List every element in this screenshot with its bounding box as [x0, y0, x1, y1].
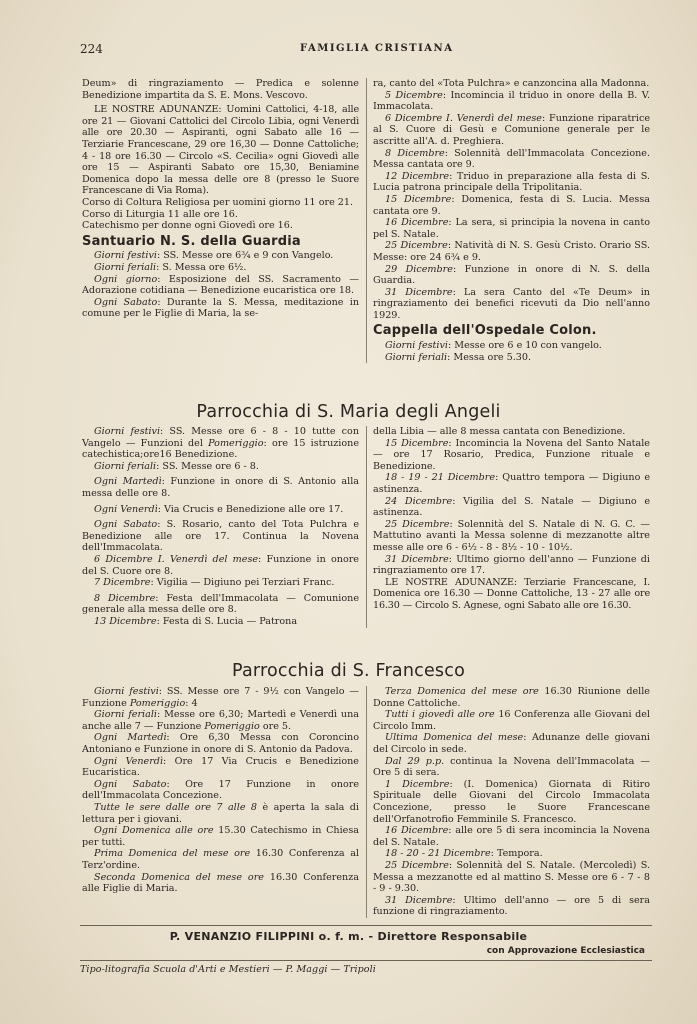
footer-rule — [80, 960, 652, 961]
entry-label: Giorni festivi — [94, 686, 159, 697]
entry — [82, 709, 359, 732]
entry-label: Giorni festivi — [94, 426, 161, 437]
entry-text: : ore 15 istruzione catechistica;ore16 Benedizione. — [82, 437, 359, 461]
entry-text: : SS. Messe ore 6 - 8. — [156, 460, 259, 472]
entry-text: : SS. Messe ore 6 - 8 - 10 tutte con Vangelo — Funzioni del — [82, 426, 359, 449]
entry-label: 31 Dicembre — [385, 553, 449, 565]
entry-label: 8 Dicembre — [385, 147, 445, 159]
entry-text: : Incomincia il triduo in onore della B. V. Immacolata. — [373, 89, 650, 113]
entry-text: : Triduo in preparazione alla festa di S. Lucia patrona principale della Tripolitania. — [373, 170, 650, 194]
entry-text: : Funzione in onore di S. Antonio alla messa delle ore 8. — [82, 476, 359, 499]
entry-text: : Esposizione del SS. Sacramento — Adorazione cotidiana — Benedizione eucaristica ore 18. — [82, 273, 359, 297]
entry — [373, 340, 650, 352]
entry-label: 5 Dicembre — [385, 89, 443, 101]
entry-label: 8 Dicembre — [94, 592, 156, 604]
entry-label: Ogni Venerdì — [94, 755, 163, 767]
entry-label: Giorni feriali — [94, 460, 157, 472]
angeli-section — [82, 426, 650, 628]
entry-text: : alle ore 5 di sera incomincia la Novena del S. Natale. — [373, 825, 651, 848]
entry — [373, 217, 650, 240]
entry-text: 16.30 Riunione delle Donne Cattoliche. — [373, 686, 650, 709]
entry-text: continua la Novena dell'Immacolata — Ore 5 di sera. — [373, 755, 650, 779]
entry-label: Giorni feriali — [94, 261, 157, 273]
entry — [373, 90, 650, 113]
entry-text: : Funzione in onore del S. Cuore ore 8. — [82, 553, 359, 577]
entry-label: Tutte le sere dalle ore 7 alle 8 — [94, 801, 258, 813]
entry — [373, 113, 650, 148]
entry-label: Ogni Sabato — [94, 296, 158, 308]
entry-text: : Solennità del S. Natale. (Mercoledì) S. Messa a mezzanotte ed al mattino S. Messe ore 6 - 7 - 8 - 9 - 9.30. — [373, 859, 650, 895]
director-line: P. VENANZIO FILIPPINI o. f. m. - Direttore Responsabile — [169, 930, 528, 943]
entry — [373, 848, 650, 860]
entry — [373, 779, 650, 825]
entry-text: : Tempora. — [490, 848, 543, 860]
entry — [82, 554, 359, 577]
entry-label: 18 - 19 - 21 Dicembre — [385, 472, 496, 484]
entry — [373, 78, 650, 90]
entry — [373, 264, 650, 287]
entry-label: Giorni feriali — [385, 351, 448, 363]
entry-text: : SS. Messe ore 7 - 9½ con Vangelo — Funzione — [82, 686, 359, 709]
entry-text: : SS. Messe ore 6¾ e 9 con Vangelo. — [156, 250, 334, 262]
entry-label: 25 Dicembre — [385, 518, 450, 530]
entry-text: : Durante la S. Messa, meditazione in comune per le Figlie di Maria, la se- — [82, 296, 359, 320]
entry-label: Terza Domenica del mese ore — [385, 686, 539, 697]
entry — [82, 593, 359, 616]
entry-text: LE NOSTRE ADUNANZE: Terziarie Francescane, I. Domenica ore 16.30 — Donne Cattoliche, 13 - 27 alle ore 16.30 — Circolo S. Agnese, ogni Sabato alle ore 16.30. — [373, 576, 650, 611]
entry — [82, 779, 359, 802]
entry — [373, 554, 650, 577]
parish-title-francesco: Parrocchia di S. Francesco — [232, 661, 465, 681]
entry-text: : Vigilia — Digiuno pei Terziari Franc. — [150, 577, 335, 589]
entry-text: : Ore 17 Via Crucis e Benedizione Eucaristica. — [82, 755, 359, 779]
entry-label: Pomeriggio — [208, 437, 264, 449]
entry-text: ra, canto del «Tota Pulchra» e canzoncina alla Madonna. — [373, 78, 650, 89]
entry-label: Ogni Venerdì — [94, 503, 158, 515]
entry-label: Ogni Sabato — [94, 519, 158, 531]
paragraph: Deum» di ringraziamento — Predica e solenne Benedizione impartita da S. E. Mons. Vescovo. — [82, 78, 359, 101]
entry — [373, 438, 650, 473]
entry — [82, 872, 359, 895]
entry-label: 25 Dicembre — [385, 240, 448, 252]
entry-text: : Incomincia la Novena del Santo Natale — ore 17 Rosario, Predica, Funzione rituale e Benedizione. — [373, 437, 650, 472]
entry — [82, 616, 359, 628]
francesco-right-column — [373, 686, 650, 918]
entry-label: 1 Dicembre — [385, 778, 450, 790]
entry — [373, 895, 650, 918]
section-title-guardia: Santuario N. S. della Guardia — [82, 233, 301, 249]
entry-label: Tutti i giovedì alle ore — [385, 709, 495, 721]
entry-text: è aperta la sala di lettura per i giovani. — [82, 801, 359, 825]
entry-text: : Funzione in onore di N. S. della Guardia. — [373, 263, 650, 287]
entry-label: 6 Dicembre I. Venerdì del mese — [385, 112, 542, 124]
francesco-left-column — [82, 686, 359, 918]
entry — [82, 802, 359, 825]
entry — [373, 519, 650, 554]
entry — [82, 848, 359, 871]
entry-label: Pomeriggio — [129, 697, 186, 709]
entry-text: ore 5. — [259, 720, 292, 732]
entry-label: Giorni festivi — [385, 340, 448, 352]
entry-text: : Ultimo dell'anno — ore 5 di sera funzione di ringraziamento. — [373, 894, 650, 918]
entry — [373, 171, 650, 194]
entry-text: : Messe ore 6 e 10 con vangelo. — [447, 340, 602, 352]
entry-text: : Funzione riparatrice al S. Cuore di Gesù e Comunione generale per le ascritte all'A. d. Preghiera. — [373, 112, 650, 147]
entry-text: : Natività di N. S. Gesù Cristo. Orario SS. Messe: ore 24 6¾ e 9. — [373, 240, 650, 263]
entry-label: 15 Dicembre — [385, 437, 449, 449]
angeli-left-column — [82, 426, 359, 628]
entry-text: : Festa di S. Lucia — Patrona — [156, 615, 298, 627]
entry — [82, 519, 359, 554]
entry-label: 13 Dicembre — [94, 615, 157, 627]
entry-label: 31 Dicembre — [385, 894, 453, 906]
entry-label: Giorni festivi — [94, 250, 157, 262]
paragraph: Corso di Liturgia 11 alle ore 16. — [82, 208, 238, 220]
entry — [82, 756, 359, 779]
entry-label: 12 Dicembre — [385, 170, 450, 182]
entry — [82, 274, 359, 297]
column-divider — [366, 686, 367, 918]
entry-label: 7 Dicembre — [94, 577, 151, 589]
entry-label: Ogni giorno — [94, 273, 158, 285]
entry-label: Ogni Martedì — [94, 476, 162, 488]
entry-label: Prima Domenica del mese ore — [94, 848, 251, 860]
entry — [82, 476, 359, 499]
entry — [373, 352, 650, 364]
entry-label: 29 Dicembre — [385, 263, 453, 275]
parish-title-angeli: Parrocchia di S. Maria degli Angeli — [196, 402, 501, 422]
entry-text: : 4 — [185, 697, 198, 709]
column-divider — [366, 78, 367, 363]
entry-text: : Ultimo giorno dell'anno — Funzione di ringraziamento ore 17. — [373, 553, 650, 577]
approval-line: con Approvazione Ecclesiastica — [486, 946, 645, 956]
entry-text: : Via Crucis e Benedizione alle ore 17. — [157, 503, 344, 515]
entry-label: Ogni Sabato — [94, 778, 167, 790]
entry — [82, 262, 359, 274]
entry-text: : Quattro tempora — Digiuno e astinenza. — [373, 472, 650, 495]
entry-label: Pomeriggio — [204, 720, 260, 732]
entry-label: Giorni feriali — [94, 709, 157, 721]
entry-label: 31 Dicembre — [385, 286, 453, 298]
section-title-ospedale: Cappella dell'Ospedale Colon. — [373, 323, 597, 339]
entry-text: : La sera Canto del «Te Deum» in ringraziamento dei benefici ricevuti da Dio nell'anno 1929. — [373, 286, 650, 321]
entry-label: Dal 29 p.p. — [385, 755, 445, 767]
entry-label: 16 Dicembre — [385, 217, 449, 229]
entry-text: : Ore 6,30 Messa con Coroncino Antoniano e Funzione in onore di S. Antonio da Padova. — [82, 732, 359, 755]
top-left-column — [82, 78, 359, 363]
entry-label: 24 Dicembre — [385, 495, 453, 507]
angeli-right-column — [373, 426, 650, 628]
entry-text: : Adunanze delle giovani del Circolo in sede. — [373, 732, 650, 755]
entry — [82, 250, 359, 262]
entry — [373, 287, 650, 322]
entry-label: 16 Dicembre — [385, 825, 449, 837]
entry-text: : Festa dell'Immacolata — Comunione generale alla messa delle ore 8. — [82, 592, 359, 616]
entry-text: : Vigilia del S. Natale — Digiuno e astinenza. — [373, 495, 651, 519]
francesco-section — [82, 686, 650, 918]
printer-line: Tipo-litografia Scuola d'Arti e Mestieri — P. Maggi — Tripoli — [80, 964, 376, 975]
paragraph: Corso di Coltura Religiosa per uomini giorno 11 ore 21. — [82, 196, 354, 208]
paragraph: Catechismo per donne ogni Giovedì ore 16. — [82, 220, 293, 232]
entry — [373, 686, 650, 709]
entry-label: 25 Dicembre — [385, 859, 449, 871]
entry — [82, 732, 359, 755]
entry — [373, 577, 650, 612]
entry-text: : Ore 17 Funzione in onore dell'Immacolata Concezione. — [82, 778, 359, 802]
entry — [373, 496, 650, 519]
entry — [373, 426, 650, 438]
paragraph: LE NOSTRE ADUNANZE: Uomini Cattolici, 4-18, alle ore 21 — Giovani Cattolici del Circolo Libia, ogni Venerdì alle ore 20.30 — Aspiranti, ogni Sabato alle 16 — Terziarie Francescane, 29 ore 16,30 — Donne Cattoliche; 4 - 18 ore 16.30 — Circolo «S. Cecilia» ogni Giovedì alle ore 15 — Aspiranti Sabato ore 15,30, Beniamine Domenica dopo la messa delle ore 8 (presso le Suore Francescane di Via Roma). — [82, 104, 359, 197]
entry-text: 16.30 Conferenza al Terz'ordine. — [82, 848, 359, 871]
entry-text: : Domenica, festa di S. Lucia. Messa cantata ore 9. — [373, 193, 650, 217]
column-divider — [366, 426, 367, 628]
entry — [373, 825, 650, 848]
entry-label: Ogni Martedì — [94, 732, 167, 744]
footer-rule — [80, 925, 652, 926]
entry — [82, 426, 359, 461]
magazine-title: FAMIGLIA CRISTIANA — [300, 43, 454, 54]
entry-text: : (I. Domenica) Giornata di Ritiro Spirituale delle Giovani del Circolo Immacolata Concezione, presso le Suore Francescane dell'Orfanotrofio Femminile S. Francesco. — [373, 778, 650, 825]
entry — [82, 461, 359, 473]
entry — [82, 825, 359, 848]
entry-text: : Solennità dell'Immacolata Concezione. Messa cantata ore 9. — [373, 147, 651, 171]
entry-text: : S. Messa ore 6½. — [156, 261, 247, 273]
top-section — [82, 78, 650, 363]
entry-text: : Messe ore 6,30; Martedì e Venerdì una anche alle 7 — Funzione — [82, 709, 359, 732]
top-right-column — [373, 78, 650, 363]
entry — [82, 686, 359, 709]
entry-label: Ogni Domenica alle ore — [94, 825, 214, 837]
entry-label: 6 Dicembre I. Venerdì del mese — [94, 553, 259, 565]
entry-text: 15.30 Catechismo in Chiesa per tutti. — [82, 825, 359, 848]
entry — [373, 472, 650, 495]
entry-text: : Solennità del S. Natale di N. G. C. — Mattutino avanti la Messa solenne di mezzanotte altre messe alle ore 6 - 6½ - 8 - 8½ - 10 - 10½. — [373, 518, 650, 553]
entry-label: Seconda Domenica del mese ore — [94, 871, 264, 883]
entry — [373, 194, 650, 217]
entry-label: Ultima Domenica del mese — [385, 732, 524, 744]
entry-text: : Messa ore 5.30. — [447, 351, 532, 363]
entry — [373, 756, 650, 779]
entry-label: 15 Dicembre — [385, 193, 452, 205]
entry — [82, 504, 359, 516]
page-number: 224 — [80, 42, 103, 56]
entry — [82, 297, 359, 320]
entry — [373, 240, 650, 263]
entry-text: della Libia — alle 8 messa cantata con Benedizione. — [373, 426, 626, 437]
entry — [82, 577, 359, 589]
entry-text: 16 Conferenza alle Giovani del Circolo Imm. — [373, 709, 650, 732]
entry — [373, 860, 650, 895]
entry-text: : S. Rosario, canto del Tota Pulchra e Benedizione alle ore 17. Continua la Novena dell'Immacolata. — [82, 519, 359, 554]
entry-text: 16.30 Conferenza alle Figlie di Maria. — [82, 871, 359, 895]
entry — [373, 148, 650, 171]
entry-label: 18 - 20 - 21 Dicembre — [385, 848, 491, 860]
entry — [373, 709, 650, 732]
entry — [373, 732, 650, 755]
entry-text: : La sera, si principia la novena in canto pel S. Natale. — [373, 217, 650, 240]
